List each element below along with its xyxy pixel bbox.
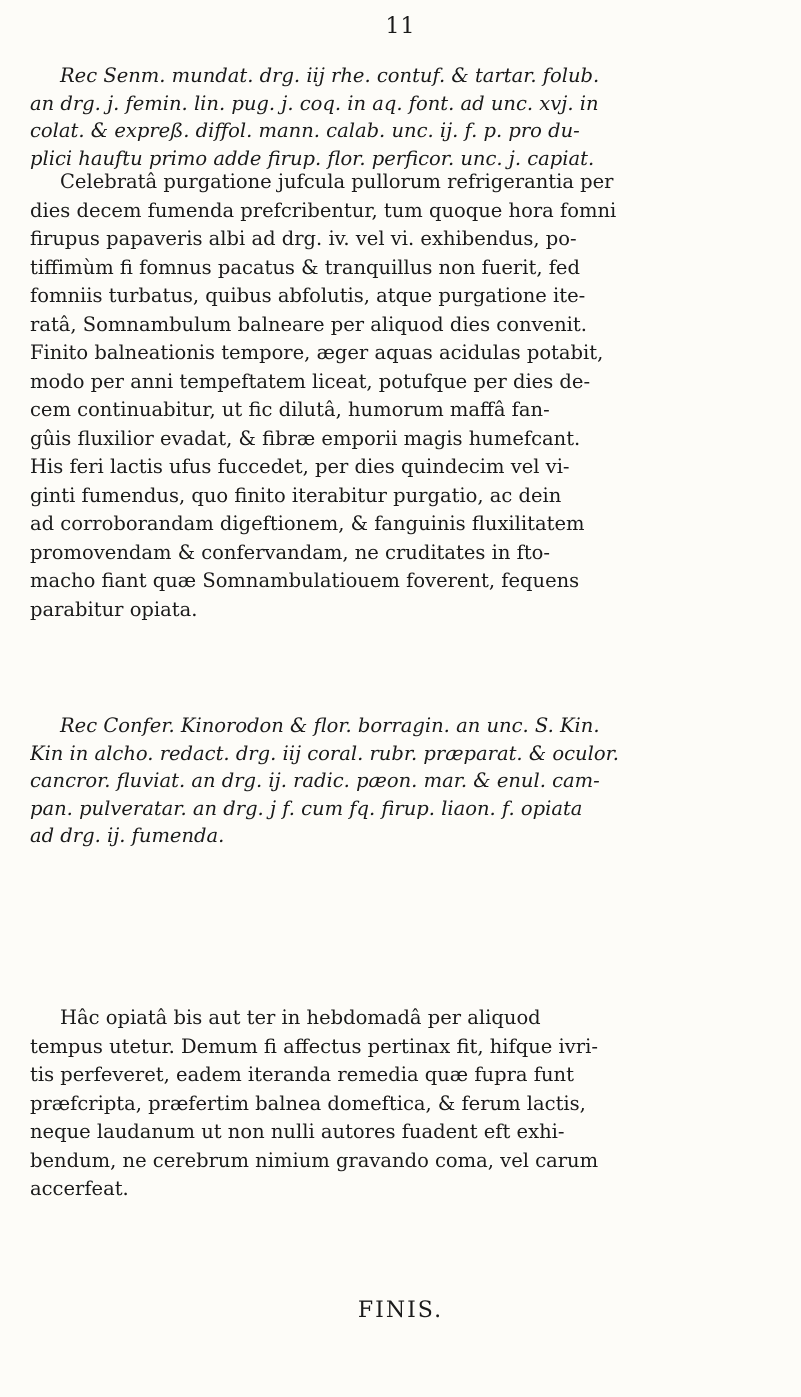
paragraph-1-line: promovendam & confervandam, ne cruditates in fto-	[30, 540, 550, 564]
paragraph-2-line: neque laudanum ut non nulli autores fuadent eft exhi-	[30, 1120, 565, 1143]
paragraph-1-line: gûis fluxilior evadat, & fibræ emporii magis humefcant.	[30, 426, 581, 450]
recipe-1-line: plici hauftu primo adde firup. flor. perficor. unc. j. capiat.	[30, 146, 595, 170]
paragraph-2-line: bendum, ne cerebrum nimium gravando coma, vel carum	[30, 1148, 599, 1172]
page-number: 11	[385, 14, 416, 39]
recipe-1-line: Rec Senm. mundat. drg. iij rhe. contuf. & tartar. folub.	[60, 64, 600, 87]
paragraph-2	[30, 1004, 770, 1204]
paragraph-1-line: dies decem fumenda prefcribentur, tum quoque hora fomni	[30, 198, 617, 222]
recipe-2-line: Rec Confer. Kinorodon & flor. borragin. an unc. S. Kin.	[60, 714, 600, 737]
paragraph-1-line: cem continuabitur, ut fic dilutâ, humorum maffâ fan-	[30, 398, 550, 421]
paragraph-1-line: macho fiant quæ Somnambulatiouem foverent, fequens	[30, 569, 580, 592]
recipe-2-line: cancror. fluviat. an drg. ij. radic. pæon. mar. & enul. cam-	[30, 769, 600, 792]
recipe-block-1	[30, 62, 770, 172]
paragraph-2-line: tempus utetur. Demum fi affectus pertinax fit, hifque ivri-	[30, 1034, 598, 1058]
paragraph-1-line: Finito balneationis tempore, æger aquas acidulas potabit,	[30, 341, 604, 364]
paragraph-2-line: Hâc opiatâ bis aut ter in hebdomadâ per aliquod	[60, 1006, 541, 1029]
paragraph-1-line: ad corroborandam digeftionem, & fanguinis fluxilitatem	[30, 512, 585, 535]
paragraph-1-line: His feri lactis ufus fuccedet, per dies quindecim vel vi-	[30, 455, 570, 478]
paragraph-1-line: fomniis turbatus, quibus abfolutis, atque purgatione ite-	[30, 284, 586, 307]
paragraph-1-line: Celebratâ purgatione jufcula pullorum refrigerantia per	[60, 170, 614, 193]
recipe-2-line: ad drg. ij. fumenda.	[30, 824, 225, 847]
paragraph-1	[30, 168, 770, 624]
paragraph-1-line: ginti fumendus, quo finito iterabitur purgatio, ac dein	[30, 483, 562, 507]
recipe-1-line: colat. & expreß. diffol. mann. calab. unc. ij. f. p. pro du-	[30, 119, 580, 142]
paragraph-1-line: tiffimùm fi fomnus pacatus & tranquillus non fuerit, fed	[30, 255, 580, 279]
paragraph-1-line: modo per anni tempeftatem liceat, potufque per dies de-	[30, 369, 591, 393]
paragraph-1-line: parabitur opiata.	[30, 597, 198, 621]
paragraph-2-line: accerfeat.	[30, 1177, 129, 1200]
recipe-block-2	[30, 712, 770, 850]
recipe-2-line: Kin in alcho. redact. drg. iij coral. rubr. præparat. & oculor.	[30, 741, 619, 765]
recipe-1-line: an drg. j. femin. lin. pug. j. coq. in aq. font. ad unc. xvj. in	[30, 91, 599, 115]
paragraph-1-line: firupus papaveris albi ad drg. iv. vel vi. exhibendus, po-	[30, 227, 577, 250]
paragraph-2-line: præfcripta, præfertim balnea domeftica, & ferum lactis,	[30, 1091, 586, 1115]
paragraph-2-line: tis perfeveret, eadem iteranda remedia quæ fupra funt	[30, 1063, 574, 1086]
paragraph-1-line: ratâ, Somnambulum balneare per aliquod dies convenit.	[30, 312, 587, 336]
recipe-2-line: pan. pulveratar. an drg. j f. cum fq. firup. liaon. f. opiata	[30, 796, 583, 820]
finis-heading: FINIS.	[357, 1298, 444, 1323]
